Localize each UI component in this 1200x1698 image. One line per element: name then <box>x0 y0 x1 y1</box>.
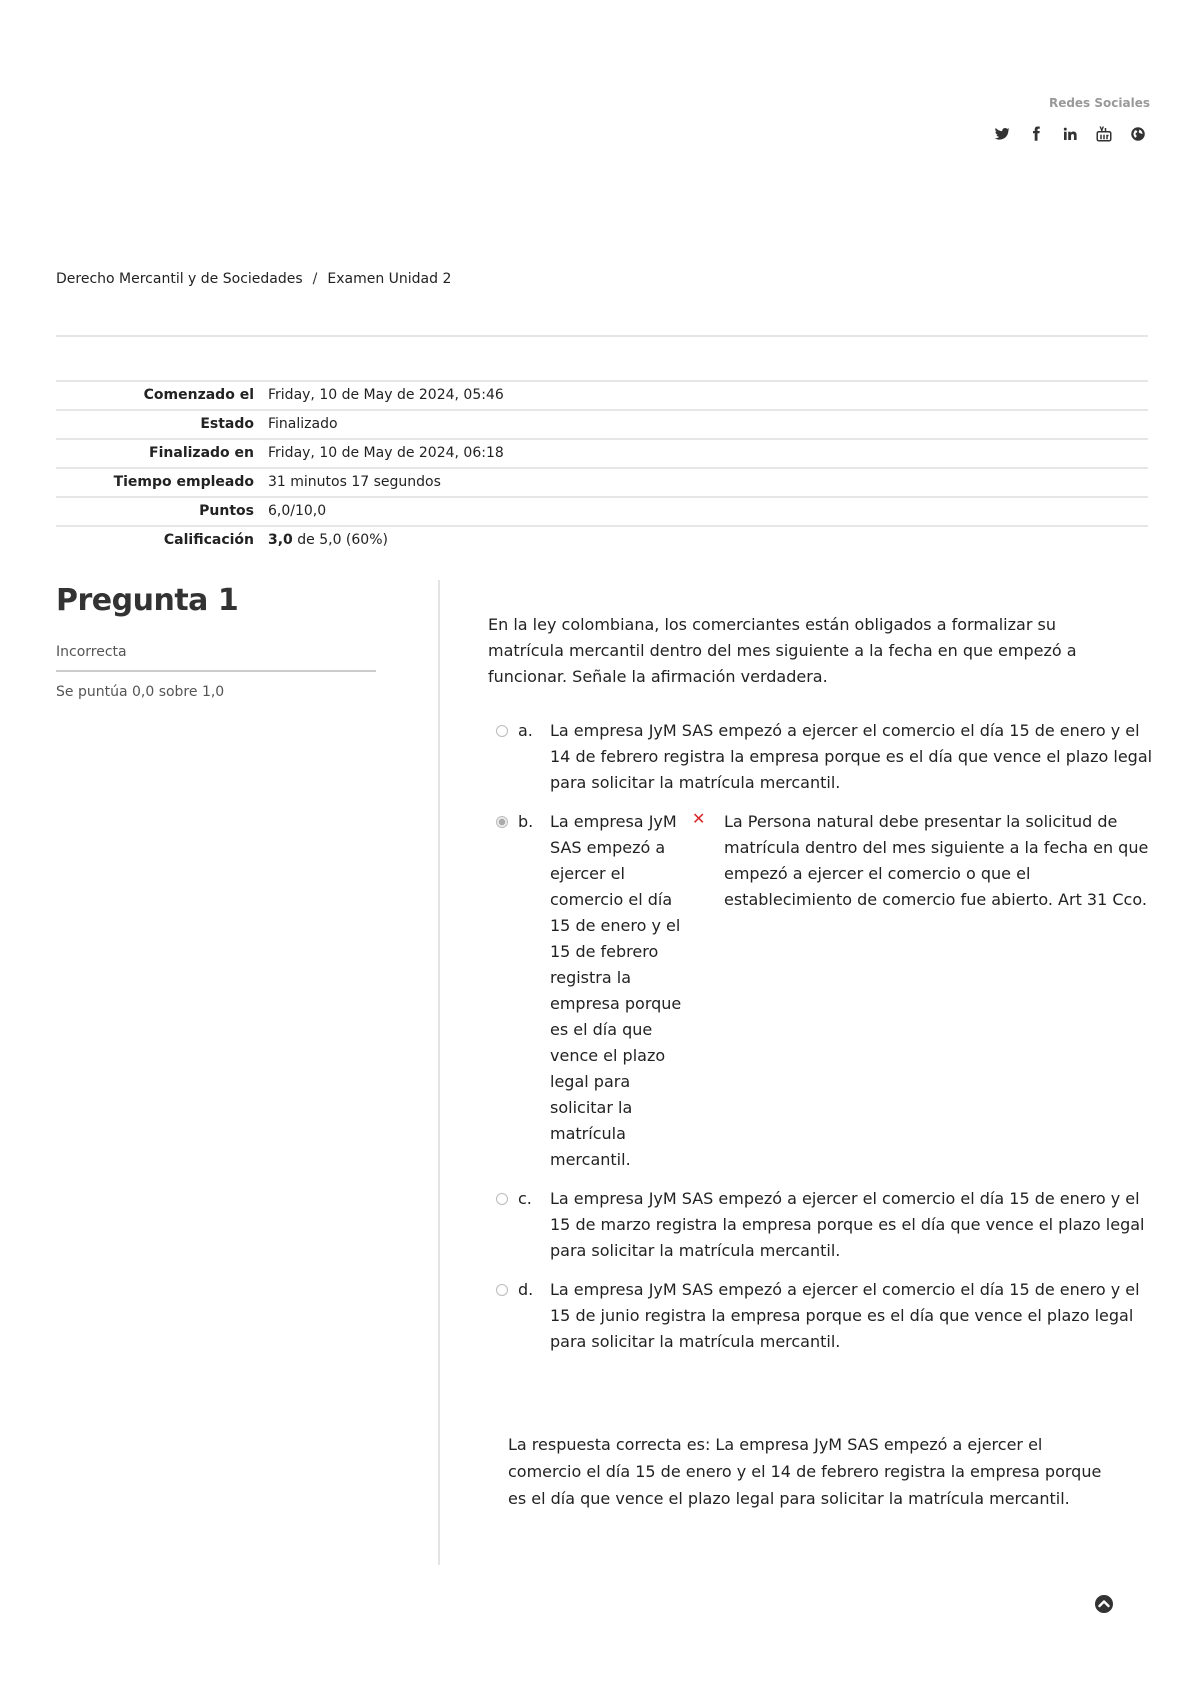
answer-text: La empresa JyM SAS empezó a ejercer el comercio el día 15 de enero y el 15 de febrero registra la empresa porque es el día que vence el plazo legal para solicitar la matrícula mercantil. <box>550 812 682 1169</box>
question-state: Incorrecta <box>56 644 376 672</box>
youtube-icon[interactable] <box>1094 124 1114 144</box>
summary-row <box>56 526 1148 554</box>
answer-option-b <box>496 809 1156 1173</box>
answer-letter: b. <box>518 812 534 831</box>
question-grade: Se puntúa 0,0 sobre 1,0 <box>56 684 225 700</box>
summary-row <box>56 381 1148 410</box>
summary-value <box>262 526 1148 554</box>
grade-value: 3,0 <box>268 532 293 548</box>
summary-value: Friday, 10 de May de 2024, 05:46 <box>262 381 1148 410</box>
summary-value: Finalizado <box>262 410 1148 439</box>
answer-letter: d. <box>518 1280 534 1299</box>
answer-radio[interactable] <box>496 1284 508 1296</box>
globe-icon[interactable] <box>1128 124 1148 144</box>
summary-value: 31 minutos 17 segundos <box>262 468 1148 497</box>
back-to-top-icon[interactable] <box>1094 1594 1114 1614</box>
answer-letter: a. <box>518 721 533 740</box>
summary-key: Calificación <box>56 526 262 554</box>
breadcrumb-course-link[interactable]: Derecho Mercantil y de Sociedades <box>56 271 303 287</box>
summary-row <box>56 439 1148 468</box>
linkedin-icon[interactable] <box>1060 124 1080 144</box>
answer-list <box>496 718 1156 1368</box>
summary-key: Puntos <box>56 497 262 526</box>
content-divider <box>438 580 440 1565</box>
answer-radio[interactable] <box>496 1193 508 1205</box>
summary-key: Comenzado el <box>56 381 262 410</box>
answer-text: La empresa JyM SAS empezó a ejercer el comercio el día 15 de enero y el 15 de junio registra la empresa porque es el día que vence el plazo legal para solicitar la matrícula mercantil. <box>550 1280 1140 1351</box>
answer-option-d <box>496 1277 1156 1355</box>
answer-option-c <box>496 1186 1156 1264</box>
divider <box>56 335 1148 337</box>
answer-option-a <box>496 718 1156 796</box>
social-label: Redes Sociales <box>1048 96 1150 110</box>
answer-text: La empresa JyM SAS empezó a ejercer el comercio el día 15 de enero y el 15 de marzo registra la empresa porque es el día que vence el plazo legal para solicitar la matrícula mercantil. <box>550 1189 1145 1260</box>
answer-feedback: La Persona natural debe presentar la solicitud de matrícula dentro del mes siguiente a la fecha en que empezó a ejercer el comercio o que el establecimiento de comercio fue abierto. Art 31 Cco. <box>724 812 1149 909</box>
summary-key: Tiempo empleado <box>56 468 262 497</box>
answer-radio-selected[interactable] <box>496 816 508 828</box>
breadcrumb-separator: / <box>312 271 318 287</box>
summary-value: 6,0/10,0 <box>262 497 1148 526</box>
summary-key: Finalizado en <box>56 439 262 468</box>
summary-row <box>56 410 1148 439</box>
social-links <box>992 124 1148 144</box>
question-title: Pregunta 1 <box>56 583 239 618</box>
summary-row <box>56 468 1148 497</box>
summary-key: Estado <box>56 410 262 439</box>
grade-total: de 5,0 (60%) <box>292 532 388 548</box>
breadcrumb-exam-link[interactable]: Examen Unidad 2 <box>327 271 452 287</box>
twitter-icon[interactable] <box>992 124 1012 144</box>
incorrect-icon: ✕ <box>692 809 706 828</box>
summary-value: Friday, 10 de May de 2024, 06:18 <box>262 439 1148 468</box>
answer-text: La empresa JyM SAS empezó a ejercer el comercio el día 15 de enero y el 14 de febrero registra la empresa porque es el día que vence el plazo legal para solicitar la matrícula mercantil. <box>550 721 1153 792</box>
summary-row <box>56 497 1148 526</box>
answer-radio[interactable] <box>496 725 508 737</box>
question-text: En la ley colombiana, los comerciantes están obligados a formalizar su matrícula mercantil dentro del mes siguiente a la fecha en que empezó a funcionar. Señale la afirmación verdadera. <box>488 615 1077 686</box>
facebook-icon[interactable] <box>1026 124 1046 144</box>
question-info <box>56 583 376 700</box>
quiz-summary-table <box>56 380 1148 554</box>
breadcrumb <box>56 271 451 287</box>
answer-letter: c. <box>518 1189 532 1208</box>
correct-answer: La respuesta correcta es: La empresa JyM SAS empezó a ejercer el comercio el día 15 de enero y el 14 de febrero registra la empresa porque es el día que vence el plazo legal para solicitar la matrícula mercantil. <box>508 1435 1102 1508</box>
